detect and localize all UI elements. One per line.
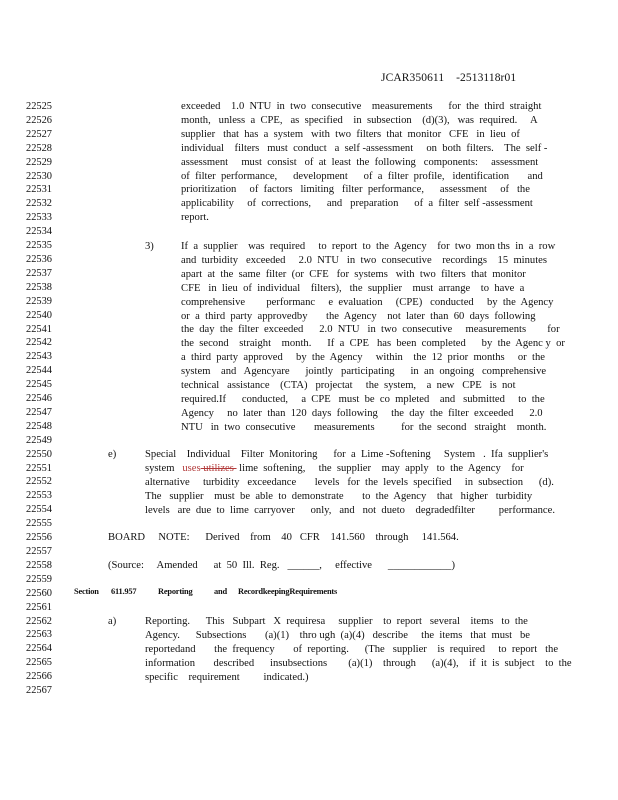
line-number: 22551 <box>26 462 52 474</box>
line-number: 22566 <box>26 671 52 683</box>
text-line: or a third party approvedby the Agency not later than 60 days following <box>181 310 536 322</box>
line-number: 22567 <box>26 685 52 697</box>
line-number: 22525 <box>26 101 52 112</box>
line-number: 22565 <box>26 657 52 669</box>
deleted-text: utilizes <box>200 462 237 474</box>
text-line: applicability of corrections, and preparation of a filter self -assessment <box>181 198 533 210</box>
line-number: 22553 <box>26 490 52 502</box>
line-number: 22526 <box>26 114 52 126</box>
line-number: 22554 <box>26 504 52 516</box>
item-a-label: a) <box>108 616 117 627</box>
paragraph-continuation <box>181 100 548 225</box>
line-number: 22545 <box>26 379 52 391</box>
text-line: exceeded 1.0 NTU in two consecutive measurements for the third straight <box>181 101 542 112</box>
line-number: 22559 <box>26 573 52 585</box>
item-e-line-with-edits <box>145 462 535 476</box>
text-line: individual filters must conduct a self -assessment on both filters. The self - <box>181 142 548 154</box>
text-line: a third party approved by the Agency within the 12 prior months or the <box>181 352 545 364</box>
text-line: of filter performance, development of a filter profile, identification and <box>181 170 543 182</box>
text-line: technical assistance (CTA) projectat the system, a new CPE is not <box>181 380 516 392</box>
item-e-line-end: lime softening, the supplier may apply to the Agency for <box>236 462 524 474</box>
text-line: prioritization of factors limiting filter performance, assessment of the <box>181 184 530 196</box>
text-line: levels are due to lime carryover only, and not dueto degradedfilter performance. <box>145 504 555 516</box>
line-number: 22535 <box>26 240 52 252</box>
text-line: supplier that has a system with two filters that monitor CFE in lieu of <box>181 128 520 140</box>
line-number: 22547 <box>26 406 52 418</box>
source-note: (Source: Amended at 50 Ill. Reg. ______, effective ____________) <box>108 560 455 571</box>
line-number: 22558 <box>26 559 52 571</box>
line-number: 22550 <box>26 448 52 460</box>
line-number: 22537 <box>26 267 52 279</box>
text-line: If a supplier was required to report to the Agency for two mon ths in a row <box>181 241 556 252</box>
line-number: 22529 <box>26 156 52 168</box>
text-line: reportedand the frequency of reporting. (The supplier is required to report the <box>145 643 559 655</box>
line-number: 22563 <box>26 629 52 641</box>
line-number-column <box>26 100 52 698</box>
section-title-recordkeeping: RecordkeepingRequirements <box>238 587 338 596</box>
line-number: 22527 <box>26 128 52 140</box>
text-line: Reporting. This Subpart X requiresa supplier to report several items to the <box>145 616 528 627</box>
line-number: 22548 <box>26 420 52 432</box>
text-line: system and Agencyare jointly participating in an ongoing comprehensive <box>181 366 547 378</box>
text-line: specific requirement indicated.) <box>145 671 309 683</box>
line-number: 22542 <box>26 337 52 349</box>
text-line: The supplier must be able to demonstrate to the Agency that higher turbidity <box>145 490 533 502</box>
text-line: required.If conducted, a CPE must be co mpleted and submitted to the <box>181 393 545 405</box>
line-number: 22549 <box>26 434 52 446</box>
text-line: the day the filter exceeded 2.0 NTU in two consecutive measurements for <box>181 324 560 336</box>
line-number: 22541 <box>26 323 52 335</box>
line-number: 22552 <box>26 476 52 488</box>
text-line: the second straight month. If a CPE has been completed by the Agenc y or <box>181 338 565 350</box>
item-e-line: Special Individual Filter Monitoring for a Lime -Softening System . Ifa supplier's <box>145 449 549 460</box>
text-line: CFE in lieu of individual filters), the supplier must arrange to have a <box>181 282 525 294</box>
line-number: 22530 <box>26 170 52 182</box>
text-line: alternative turbidity exceedance levels for the levels specified in subsection (d). <box>145 476 554 488</box>
line-number: 22528 <box>26 142 52 154</box>
section-title-and: and <box>214 587 227 596</box>
inserted-text: uses <box>182 462 201 474</box>
line-number: 22540 <box>26 309 52 321</box>
item-e-line-start: system <box>145 462 183 474</box>
text-line: comprehensive performanc e evaluation (CPE) conducted by the Agency <box>181 296 554 308</box>
line-number: 22556 <box>26 532 52 544</box>
item-e-text <box>145 448 555 516</box>
line-number: 22555 <box>26 518 52 530</box>
document-id-header: JCAR350611 -2513118r01 <box>381 72 517 84</box>
line-number: 22533 <box>26 212 52 224</box>
line-number: 22562 <box>26 615 52 627</box>
text-line: NTU in two consecutive measurements for the second straight month. <box>181 421 547 433</box>
text-line: and turbidity exceeded 2.0 NTU in two consecutive recordings 15 minutes <box>181 254 547 266</box>
item-a-text <box>145 615 572 685</box>
text-line: assessment must consist of at least the following components: assessment <box>181 156 539 168</box>
section-label: Section <box>74 587 99 596</box>
item-3-text <box>181 240 565 435</box>
line-number: 22534 <box>26 226 52 238</box>
line-number: 22561 <box>26 601 52 613</box>
line-number: 22532 <box>26 198 52 210</box>
item-3-label: 3) <box>145 241 154 252</box>
line-number: 22539 <box>26 295 52 307</box>
line-number: 22564 <box>26 643 52 655</box>
text-line: month, unless a CPE, as specified in subsection (d)(3), was required. A <box>181 114 538 126</box>
line-number: 22543 <box>26 351 52 363</box>
line-number: 22557 <box>26 546 52 557</box>
line-number: 22531 <box>26 184 52 196</box>
text-line: report. <box>181 212 209 224</box>
line-number: 22544 <box>26 365 52 377</box>
text-line: information described insubsections (a)(1) through (a)(4), if it is subject to the <box>145 657 572 669</box>
line-number: 22560 <box>26 587 52 599</box>
board-note: BOARD NOTE: Derived from 40 CFR 141.560 through 141.564. <box>108 532 459 543</box>
line-number: 22538 <box>26 281 52 293</box>
text-line: Agency no later than 120 days following the day the filter exceeded 2.0 <box>181 407 543 419</box>
line-number: 22546 <box>26 393 52 405</box>
text-line: Agency. Subsections (a)(1) thro ugh (a)(4) describe the items that must be <box>145 629 531 641</box>
item-e-label: e) <box>108 449 117 460</box>
section-title-reporting: Reporting <box>158 587 193 596</box>
line-number: 22536 <box>26 253 52 265</box>
text-line: apart at the same filter (or CFE for systems with two filters that monitor <box>181 268 526 280</box>
section-number: 611.957 <box>111 587 137 596</box>
